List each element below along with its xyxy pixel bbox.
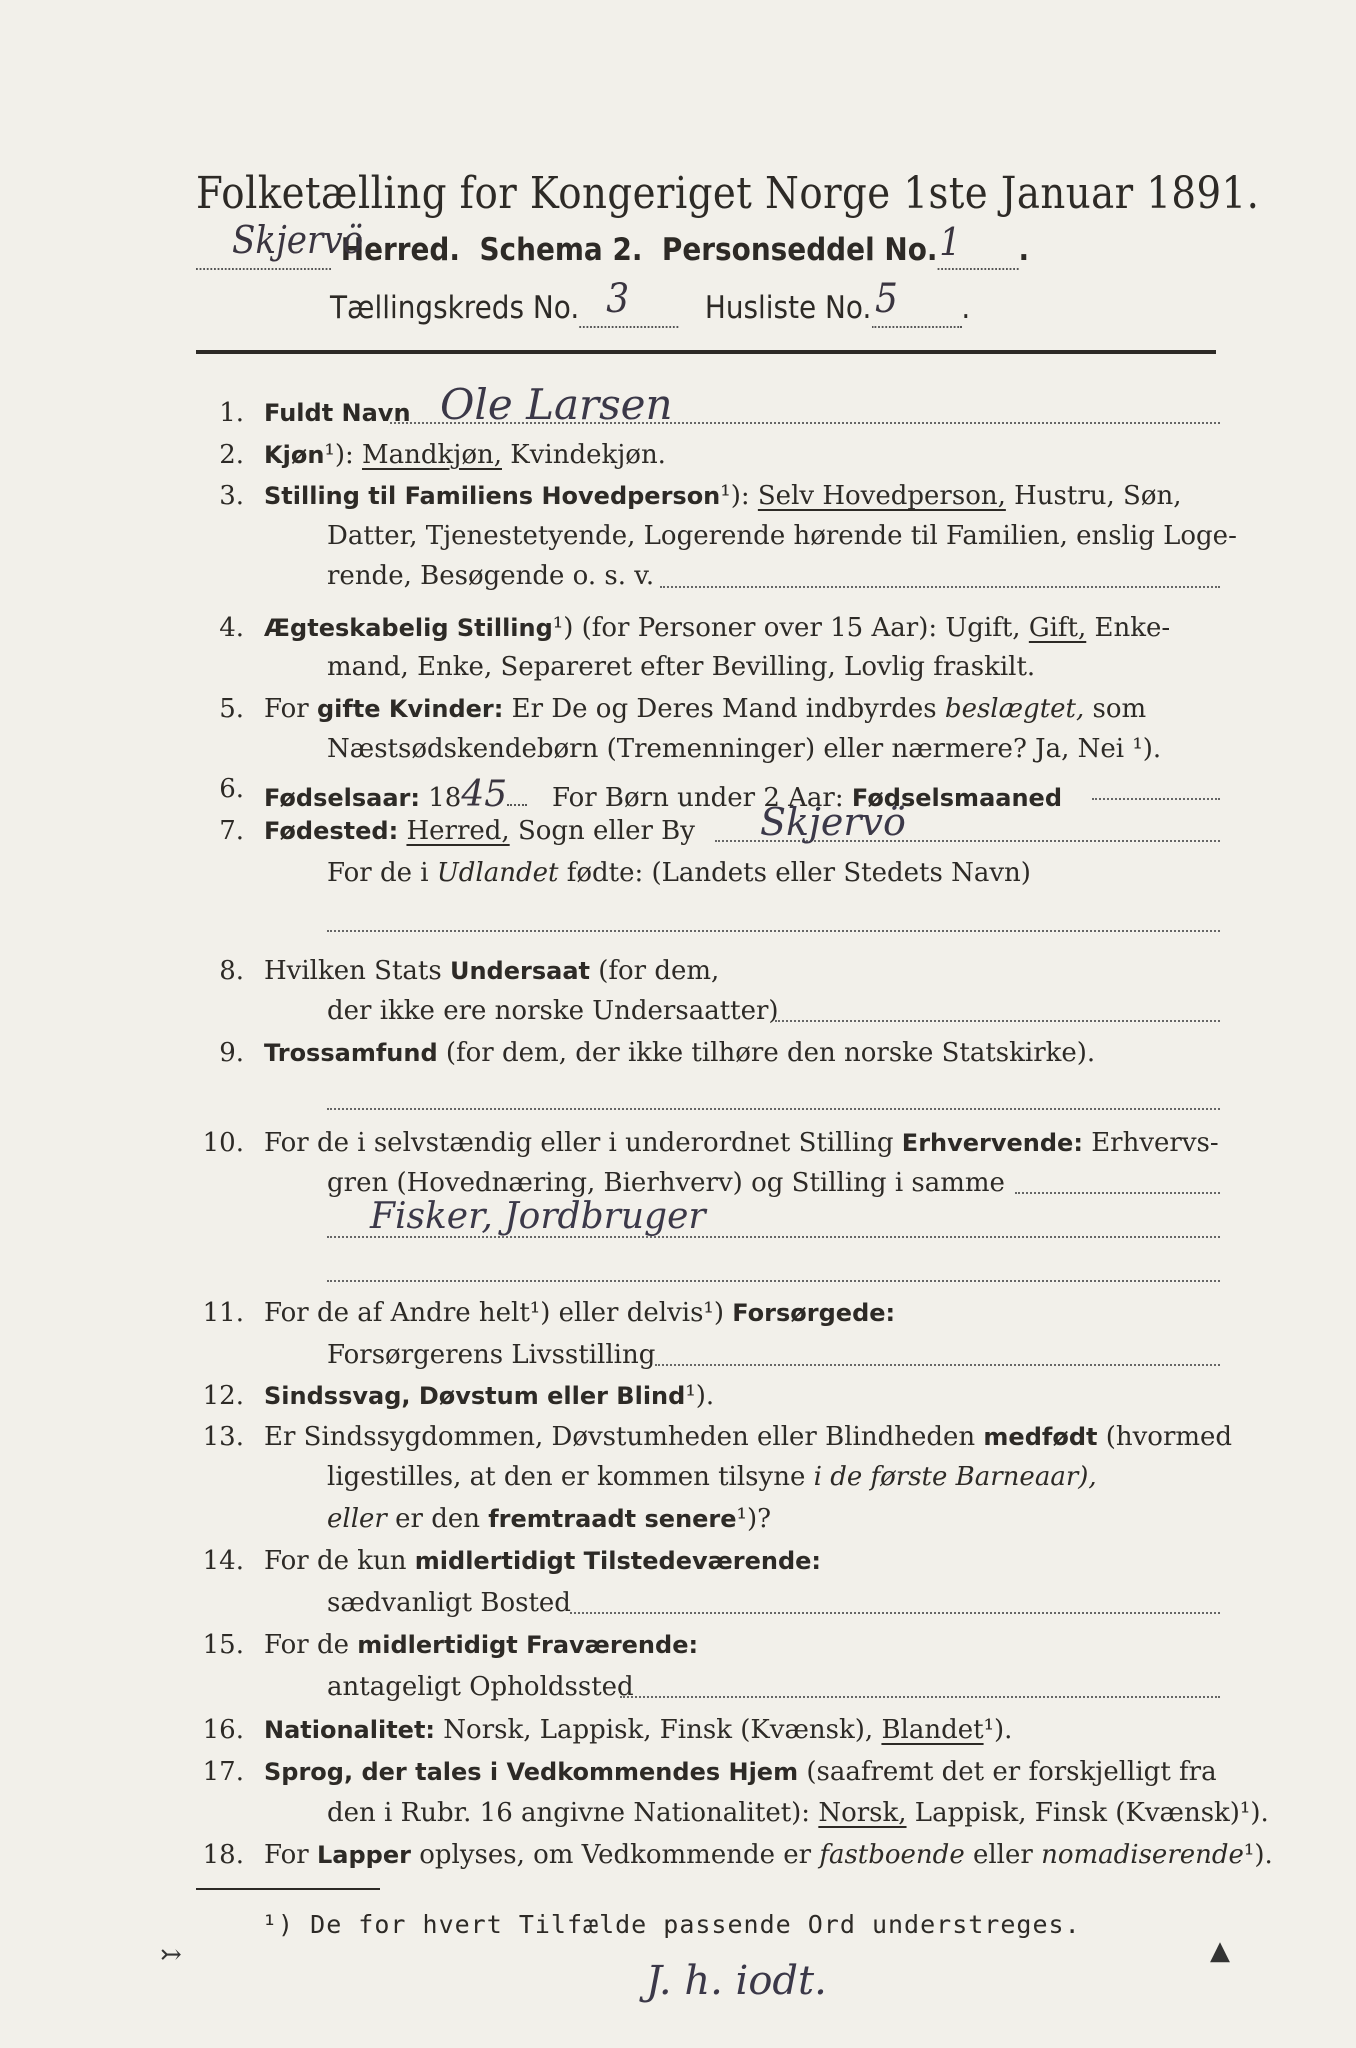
item-label: midlertidigt Fraværende: xyxy=(357,1631,699,1659)
item-label: Sindssvag, Døvstum eller Blind xyxy=(264,1382,686,1410)
item-number: 3. xyxy=(219,481,244,511)
item-number: 12. xyxy=(202,1381,244,1411)
personseddel-label: Personseddel No. xyxy=(661,232,938,268)
item-label: Stilling til Familiens Hovedperson xyxy=(264,482,721,510)
item-number: 7. xyxy=(219,816,244,846)
item-number: 9. xyxy=(219,1038,244,1068)
birthplace-selected: Herred, xyxy=(406,816,510,846)
husliste-value: 5 xyxy=(874,276,898,322)
item-label: Kjøn xyxy=(264,441,325,469)
item-label: Undersaat xyxy=(449,957,590,985)
marital-selected: Gift, xyxy=(1028,613,1087,643)
item-number: 8. xyxy=(219,956,244,986)
item-number: 16. xyxy=(202,1715,244,1745)
item-number: 1. xyxy=(219,398,244,428)
birthplace-value: Skjervö xyxy=(760,800,906,844)
item-label: Nationalitet: xyxy=(264,1716,436,1744)
item-number: 5. xyxy=(219,694,244,724)
item-label: Fødselsaar: xyxy=(264,784,420,812)
kreds-value: 3 xyxy=(606,276,630,322)
sex-selected: Mandkjøn, xyxy=(362,440,502,470)
occupation-value: Fisker, Jordbruger xyxy=(370,1196,706,1237)
form-title: Folketælling for Kongeriget Norge 1ste Januar 1891. xyxy=(196,168,1260,219)
language-selected: Norsk, xyxy=(818,1798,907,1828)
item-label: Forsørgede: xyxy=(732,1299,896,1327)
item-number: 15. xyxy=(202,1630,244,1660)
corner-mark-right: ▲ xyxy=(1210,1936,1230,1966)
herred-label: Herred. xyxy=(340,232,461,268)
footnote: ¹) De for hvert Tilfælde passende Ord understreges. xyxy=(262,1910,1081,1939)
item-label: Erhvervende: xyxy=(901,1129,1083,1157)
item-number: 10. xyxy=(202,1128,244,1158)
birth-year-value: 45 xyxy=(461,774,508,815)
schema-label: Schema 2. xyxy=(479,232,643,268)
item-label: Sprog, der tales i Vedkommendes Hjem xyxy=(264,1758,799,1786)
personseddel-value: 1 xyxy=(939,220,962,264)
item-number: 6. xyxy=(219,774,244,804)
header-line-1: Skjervö Herred. Schema 2. Personseddel No. 1 . xyxy=(196,232,1029,270)
item-number: 2. xyxy=(219,440,244,470)
item-number: 4. xyxy=(219,613,244,643)
footnote-rule xyxy=(196,1888,380,1890)
name-value: Ole Larsen xyxy=(440,380,673,429)
census-form: Folketælling for Kongeriget Norge 1ste Januar 1891. Skjervö Herred. Schema 2. Personseddel No. 1 . Tællingskreds No. 3 Husliste No. 5 . 1. Fuldt Navn Ole Larsen 2. Kjøn¹): Mandkjøn, Kvindekjøn. 3. Stilling til Familiens Hovedperson¹): Selv Hovedperson, Hustru, Søn, Datter, Tjenestetyende, Logerende hørende til Familien, enslig Loge- rende, Besøgende o. s. v. 4. Ægteskabelig Stilling¹) (for Personer over 15 Aar): Ugift, Gift, Enke- mand, Enke, Separeret efter Bevilling, Lovlig fraskilt. 5. For gifte Kvinder: Er De og Deres Mand indbyrdes beslægtet, som Næstsødskendebørn (Tremenninger) eller nærmere? Ja, Nei ¹). 6. Fødselsaar: 1845 For Børn under 2 Aar: Fødselsmaaned 7. Fødested: Herred, Sogn eller By Skjervö For de i Udlandet fødte: (Landets eller Stedets Navn) 8. Hvilken Stats Undersaat (for dem, der ikke ere norske Undersaatter) 9. Trossamfund (for dem, der ikke tilhøre den norske Statskirke). 10. For de i selvstændig eller i underordnet Stilling Erhvervende: Erhvervs- gren (Hovednæring, Bierhverv) og Stilling i samme Fisker, Jordbruger 11. For de af Andre helt¹) eller delvis¹) Forsørgede: Forsørgerens Livsstilling 12. Sindssvag, Døvstum eller Blind¹). 13. Er Sindssygdommen, Døvstumheden eller Blindheden medfødt (hvormed ligestilles, at den er kommen tilsyne i de første Barneaar), eller er den fremtraadt senere¹)? 14. For de kun midlertidigt Tilstedeværende: sædvanligt Bosted 15. For de midlertidigt Fraværende: antageligt Opholdssted 16. Nationalitet: Norsk, Lappisk, Finsk (Kvænsk), Blandet¹). 17. Sprog, der tales i Vedkommendes Hjem (saafremt det er forskjelligt fra den i Rubr. 16 angivne Nationalitet): Norsk, Lappisk, Finsk (Kvænsk)¹). 18. For Lapper oplyses, om Vedkommende er fastboende eller nomadiserende¹). ¹) De for hvert Tilfælde passende Ord understreges. J. h. iodt. ↣ ▲ xyxy=(0,0,1356,2048)
item-label: Fødested: xyxy=(264,817,399,845)
nationality-selected: Blandet xyxy=(881,1715,984,1745)
item-number: 11. xyxy=(202,1298,244,1328)
item-label: medfødt xyxy=(983,1423,1098,1451)
item-label: midlertidigt Tilstedeværende: xyxy=(414,1547,822,1575)
item-label: Ægteskabelig Stilling xyxy=(264,614,553,642)
corner-mark-left: ↣ xyxy=(160,1940,182,1970)
signature: J. h. iodt. xyxy=(646,1958,827,2004)
item-label: Trossamfund xyxy=(264,1039,438,1067)
header-rule xyxy=(196,350,1216,354)
header-line-2: Tællingskreds No. 3 Husliste No. 5 . xyxy=(330,276,971,326)
item-number: 14. xyxy=(202,1546,244,1576)
husliste-label: Husliste No. xyxy=(704,290,872,326)
position-selected: Selv Hovedperson, xyxy=(757,481,1006,511)
item-number: 13. xyxy=(202,1422,244,1452)
item-label: Lapper xyxy=(316,1841,411,1869)
item-number: 18. xyxy=(202,1840,244,1870)
herred-value: Skjervö xyxy=(232,218,364,262)
item-label: Fuldt Navn xyxy=(264,399,411,427)
kreds-label: Tællingskreds No. xyxy=(330,290,580,326)
item-number: 17. xyxy=(202,1757,244,1787)
item-label: gifte Kvinder: xyxy=(316,695,504,723)
